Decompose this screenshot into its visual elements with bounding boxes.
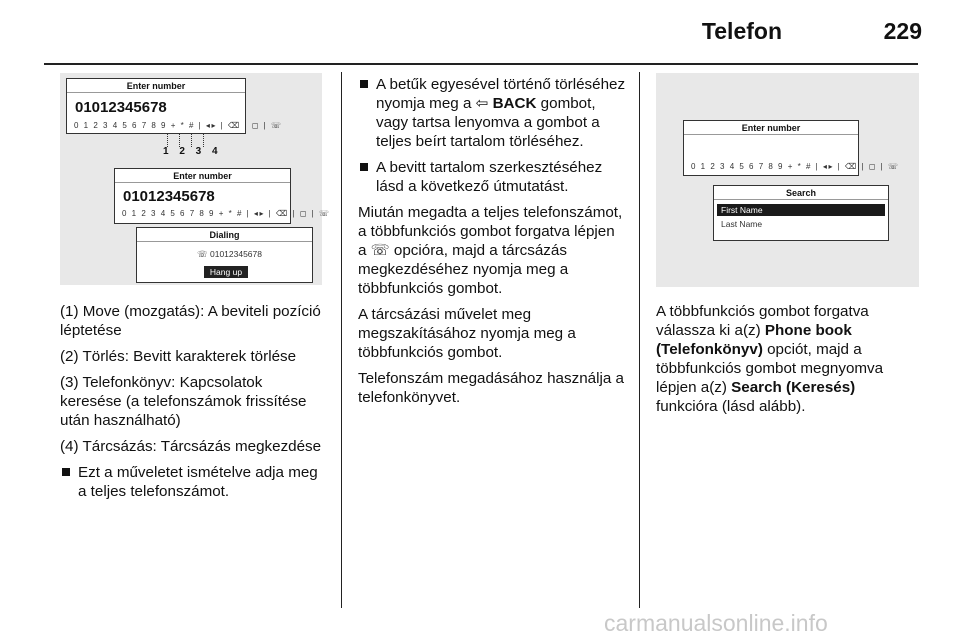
screen-title: Enter number: [173, 171, 232, 181]
paragraph-dial: (4) Tárcsázás: Tárcsázás megkezdése: [60, 438, 322, 455]
paragraph-phonebook-hint: Telefonszám megadásához használja a telefonkönyvet.: [358, 370, 624, 406]
screen-divider: [714, 199, 888, 200]
bullet-text: A betűk egyesével történő törléséhez nyomja meg a: [376, 76, 626, 112]
paragraph-text: A többfunkciós gombot forgatva válassza ki a(z): [656, 303, 869, 339]
screen-title: Enter number: [741, 123, 801, 133]
search-option-selected: First Name: [717, 204, 885, 216]
callout-line-1: [167, 133, 168, 147]
column-divider-2: [639, 72, 640, 608]
keypad-row: 0 1 2 3 4 5 6 7 8 9 + * # | ◂▸ | ⌫ | ◻ | ☏: [122, 209, 331, 218]
dialing-number: ☏ 01012345678: [197, 249, 262, 259]
entered-number: 01012345678: [75, 99, 167, 116]
search-option: Last Name: [721, 219, 763, 229]
paragraph-move: (1) Move (mozgatás): A beviteli pozíció léptetése: [60, 303, 321, 339]
bullet-mark: [62, 468, 70, 476]
search-label: Search (Keresés): [731, 379, 856, 396]
bullet-mark: [360, 80, 368, 88]
figure-enter-number: [60, 73, 331, 285]
screen-divider: [684, 134, 858, 135]
paragraph-text-end: funkcióra (lásd alább).: [656, 398, 806, 415]
bullet-item: [358, 75, 626, 151]
bullet-item: [358, 158, 626, 196]
back-label: BACK: [492, 95, 537, 112]
callout-numbers: 1 2 3 4: [163, 146, 222, 157]
enter-number-screen-2: [114, 168, 331, 224]
paragraph-text-cont: opcióra, majd a tárcsázás megkezdéséhez nyomja meg a többfunkciós gombot.: [358, 242, 569, 297]
dialing-screen: [136, 227, 313, 283]
screen-title: Search: [785, 188, 817, 198]
figure-search: [656, 73, 919, 287]
callout-line-4: [203, 133, 204, 147]
bullet-text: Ezt a műveletet ismételve adja meg a teljes telefonszámot.: [78, 464, 318, 500]
keypad-row: 0 1 2 3 4 5 6 7 8 9 + * # | ◂▸ | ⌫ | ◻ | ☏: [691, 162, 900, 171]
phone-icon: ☏: [370, 242, 390, 259]
hang-up-button: Hang up: [204, 266, 248, 278]
callout-line-3: [191, 133, 192, 147]
screen-title: Dialing: [209, 230, 240, 240]
column-2: [358, 75, 626, 414]
column-3: [656, 302, 918, 423]
page-title: Telefon: [701, 18, 782, 44]
back-arrow-icon: ⇦: [475, 95, 489, 112]
search-screen: [713, 185, 889, 241]
screen-divider: [137, 241, 312, 242]
paragraph-phonebook: (3) Telefonkönyv: Kapcsolatok keresése (a telefonszámok frissítése után használható): [60, 374, 307, 429]
paragraph-text-cont: opciót, majd a többfunkciós gombot megnyomva lépjen a(z): [656, 341, 884, 396]
paragraph-search-instructions: [656, 302, 918, 416]
bullet-item: [60, 463, 328, 501]
paragraph-cancel: A tárcsázási művelet meg megszakításához nyomja meg a többfunkciós gombot.: [358, 306, 576, 361]
paragraph-delete: (2) Törlés: Bevitt karakterek törlése: [60, 348, 297, 365]
entered-number: 01012345678: [123, 188, 215, 205]
paragraph-text: Miután megadta a teljes telefonszámot, a többfunkciós gombot forgatva lépjen a: [358, 204, 623, 259]
screen-title: Enter number: [126, 81, 186, 91]
page-number: 229: [883, 18, 922, 44]
header-rule: [44, 63, 918, 65]
enter-number-screen: [66, 78, 283, 134]
callout-line-2: [179, 133, 180, 147]
bullet-mark: [360, 163, 368, 171]
screen-divider: [115, 182, 290, 183]
column-divider-1: [341, 72, 342, 608]
bullet-text-cont: gombot, vagy tartsa lenyomva a gombot a teljes beírt tartalom törléséhez.: [376, 95, 600, 150]
column-1: [60, 302, 328, 508]
enter-number-screen: [683, 120, 900, 176]
paragraph-dial-instructions: [358, 203, 626, 298]
bullet-text: A bevitt tartalom szerkesztéséhez lásd a következő útmutatást.: [376, 159, 603, 195]
screen-divider: [67, 92, 245, 93]
watermark: carmanualsonline.info: [604, 610, 828, 636]
phone-book-label: Phone book (Telefonkönyv): [656, 322, 852, 358]
keypad-row: 0 1 2 3 4 5 6 7 8 9 + * # | ◂▸ | ⌫ | ◻ | ☏: [74, 121, 283, 130]
